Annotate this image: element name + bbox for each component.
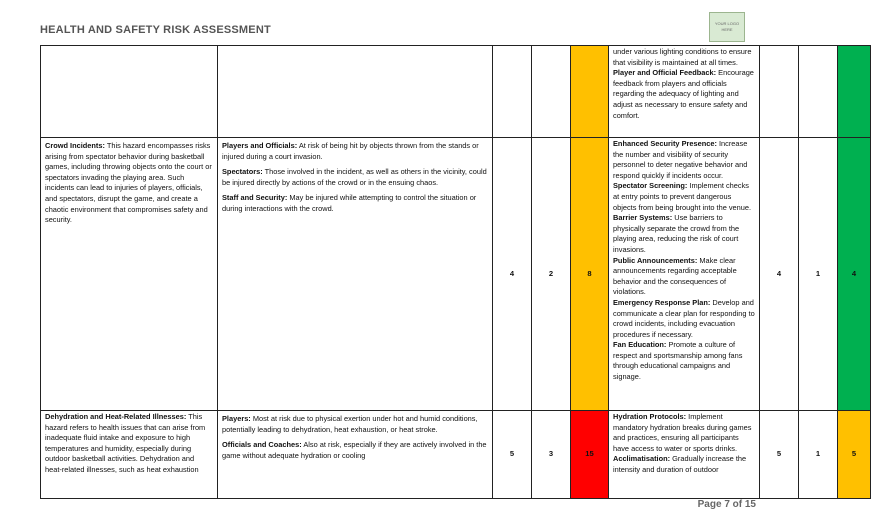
- hazard-cell: [41, 138, 218, 411]
- residual-likelihood-cell: 5: [760, 411, 799, 499]
- control-item: Spectator Screening: Implement checks at entry points to prevent dangerous objects from being brought into the venue.: [613, 181, 752, 212]
- hazard-description: This hazard encompasses risks arising from spectator behavior during basketball games, including throwing objects onto the court or spectators invading the playing area. Such incidents can lead to injuries of players, officials, and spectators, disrupt the game, and create a chaotic environment that compromises safety and security.: [45, 141, 212, 225]
- hazard-description: This hazard refers to health issues that can arise from inadequate fluid intake and exposure to high temperatures and humidity, especially during outdoor basketball activities. Dehydration and heat-related illnesses, such as heat exhaustion: [45, 412, 206, 474]
- control-item: Barrier Systems: Use barriers to physically separate the crowd from the playing area, reducing the risk of court invasions.: [613, 213, 740, 254]
- severity-cell: [532, 46, 571, 138]
- residual-severity-cell: [799, 46, 838, 138]
- controls-cell: [609, 46, 760, 138]
- controls-cell: [609, 411, 760, 499]
- who-at-risk-cell: [218, 411, 493, 499]
- severity-cell: 3: [532, 411, 571, 499]
- control-item: under various lighting conditions to ensure that visibility is maintained at all times.: [613, 47, 752, 67]
- residual-severity-cell: 1: [799, 411, 838, 499]
- hazard-title: Crowd Incidents:: [45, 141, 105, 150]
- who-at-risk-item: Officials and Coaches: Also at risk, especially if they are actively involved in the game without adequate hydration or cooling: [222, 440, 487, 460]
- control-item: Player and Official Feedback: Encourage feedback from players and officials regarding the adequacy of lighting and adjust as necessary to ensure safety and comfort.: [613, 68, 754, 120]
- who-at-risk-item: Players and Officials: At risk of being hit by objects thrown from the stands or injured during a court invasion.: [222, 141, 479, 161]
- who-at-risk-item: Staff and Security: May be injured while attempting to control the situation or during interactions with the crowd.: [222, 193, 477, 213]
- page-number: Page 7 of 15: [697, 499, 756, 510]
- residual-rating-cell: 4: [838, 138, 871, 411]
- who-at-risk-item: Players: Most at risk due to physical exertion under hot and humid conditions, potentially leading to dehydration, heat exhaustion, or heat stroke.: [222, 414, 478, 434]
- logo-text-line2: HERE: [721, 27, 733, 32]
- residual-likelihood-cell: [760, 46, 799, 138]
- residual-likelihood-cell: 4: [760, 138, 799, 411]
- severity-cell: 2: [532, 138, 571, 411]
- who-at-risk-cell: [218, 138, 493, 411]
- residual-severity-cell: 1: [799, 138, 838, 411]
- likelihood-cell: [493, 46, 532, 138]
- who-at-risk-item: Spectators: Those involved in the incident, as well as others in the vicinity, could be injured directly by actions of the crowd or in the ensuing chaos.: [222, 167, 487, 187]
- likelihood-cell: 4: [493, 138, 532, 411]
- residual-rating-cell: [838, 46, 871, 138]
- risk-assessment-table: [40, 45, 871, 499]
- hazard-cell: [41, 411, 218, 499]
- table-row: [41, 411, 871, 499]
- control-item: Acclimatisation: Gradually increase the intensity and duration of outdoor: [613, 454, 747, 474]
- residual-rating-cell: 5: [838, 411, 871, 499]
- control-item: Hydration Protocols: Implement mandatory hydration breaks during games and practices, ensuring all participants have access to water or sports drinks.: [613, 412, 752, 453]
- likelihood-cell: 5: [493, 411, 532, 499]
- table-row: [41, 46, 871, 138]
- hazard-title: Dehydration and Heat-Related Illnesses:: [45, 412, 187, 421]
- risk-rating-cell: [571, 46, 609, 138]
- who-at-risk-cell: [218, 46, 493, 138]
- document-title: HEALTH AND SAFETY RISK ASSESSMENT: [40, 24, 271, 36]
- control-item: Public Announcements: Make clear announcements regarding acceptable behavior and the consequences of violations.: [613, 255, 737, 297]
- table-row: [41, 138, 871, 411]
- risk-rating-cell: 8: [571, 138, 609, 411]
- logo-placeholder: [709, 12, 745, 42]
- risk-rating-cell: 15: [571, 411, 609, 499]
- control-item: Fan Education: Promote a culture of respect and sportsmanship among fans through educational campaigns and signage.: [613, 340, 743, 382]
- control-item: Emergency Response Plan: Develop and communicate a clear plan for responding to crowd incidents, including evacuation procedures if necessary.: [613, 297, 755, 339]
- hazard-cell: [41, 46, 218, 138]
- logo-text-line1: YOUR LOGO: [714, 21, 740, 26]
- control-item: Enhanced Security Presence: Increase the number and visibility of security personnel to deter negative behavior and respond quickly if incidents occur.: [613, 139, 748, 180]
- controls-cell: [609, 138, 760, 411]
